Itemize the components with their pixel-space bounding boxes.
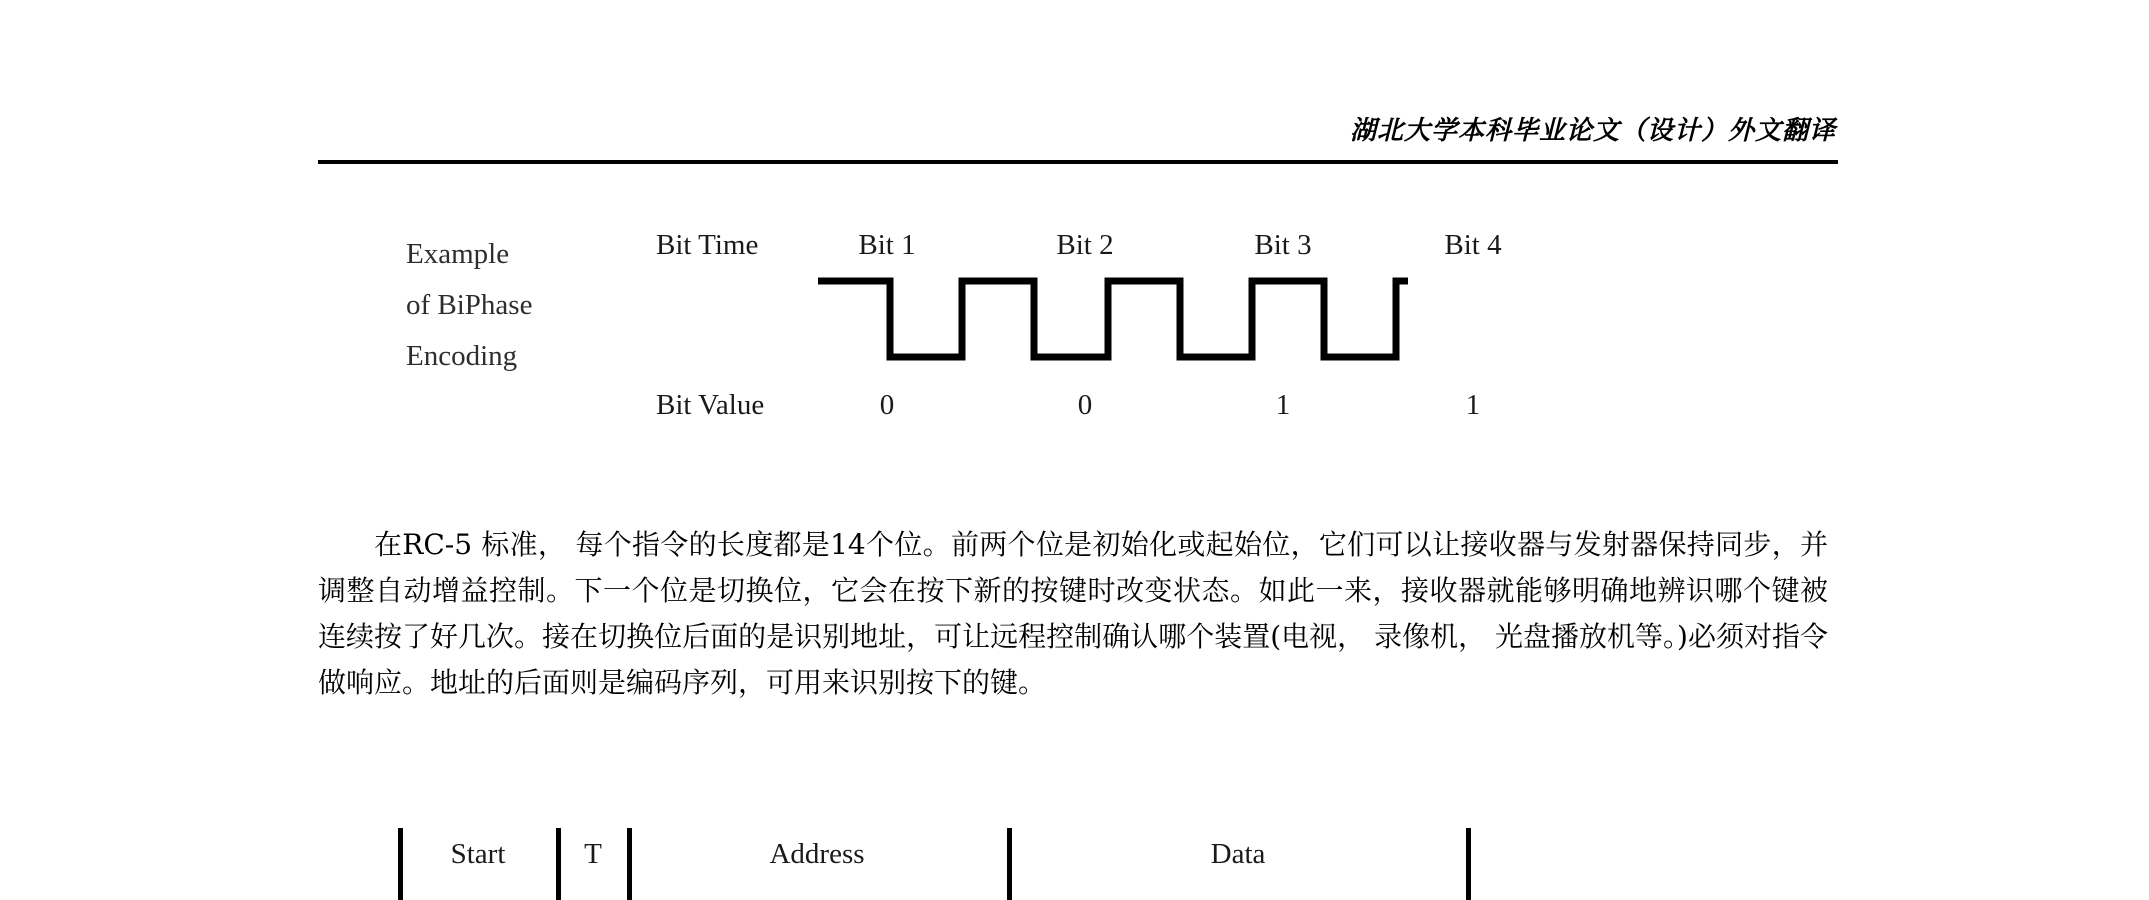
bit-4-value: 1 bbox=[1465, 389, 1481, 421]
frame-separator-5 bbox=[1466, 828, 1471, 900]
bit-2-value: 0 bbox=[1077, 389, 1093, 421]
frame-cell-address: Address bbox=[769, 838, 865, 870]
bit-1-value: 0 bbox=[879, 389, 895, 421]
frame-cell-data: Data bbox=[1210, 838, 1266, 870]
bit-time-row-label: Bit Time bbox=[656, 229, 759, 261]
bit-2-header: Bit 2 bbox=[1056, 229, 1114, 261]
figure-caption-line-2: of BiPhase bbox=[406, 289, 533, 321]
figure-caption-line-1: Example bbox=[406, 238, 510, 270]
bit-1-header: Bit 1 bbox=[858, 229, 916, 261]
figure-biphase-encoding bbox=[318, 215, 1838, 445]
header-divider bbox=[318, 160, 1838, 164]
figure-caption bbox=[406, 229, 532, 382]
frame-cell-start: Start bbox=[450, 838, 506, 870]
figure-caption-line-3: Encoding bbox=[406, 340, 518, 372]
bit-4-header: Bit 4 bbox=[1444, 229, 1502, 261]
frame-cell-toggle: T bbox=[584, 838, 602, 870]
page-header bbox=[318, 110, 1836, 147]
bit-value-row-label: Bit Value bbox=[656, 389, 765, 421]
figure-rc5-frame bbox=[318, 828, 1838, 900]
header-title: 湖北大学本科毕业论文（设计）外文翻译 bbox=[1349, 116, 1836, 146]
body-paragraph: 在RC-5 标准， 每个指令的长度都是14个位。前两个位是初始化或起始位，它们可以让接收器与发射器保持同步，并调整自动增益控制。下一个位是切换位，它会在按下新的按键时改变状态。如此一来，接收器就能够明确地辨识哪个键被连续按了好几次。接在切换位后面的是识别地址，可让远程控制确认哪个装置(电视， 录像机， 光盘播放机等。)必须对指令做响应。地址的后面则是编码序列，可用来识别按下的键。 bbox=[318, 528, 1828, 699]
bit-3-header: Bit 3 bbox=[1254, 229, 1312, 261]
body-paragraph-container bbox=[318, 522, 1828, 706]
bit-3-value: 1 bbox=[1275, 389, 1291, 421]
biphase-waveform-icon bbox=[818, 275, 1408, 363]
